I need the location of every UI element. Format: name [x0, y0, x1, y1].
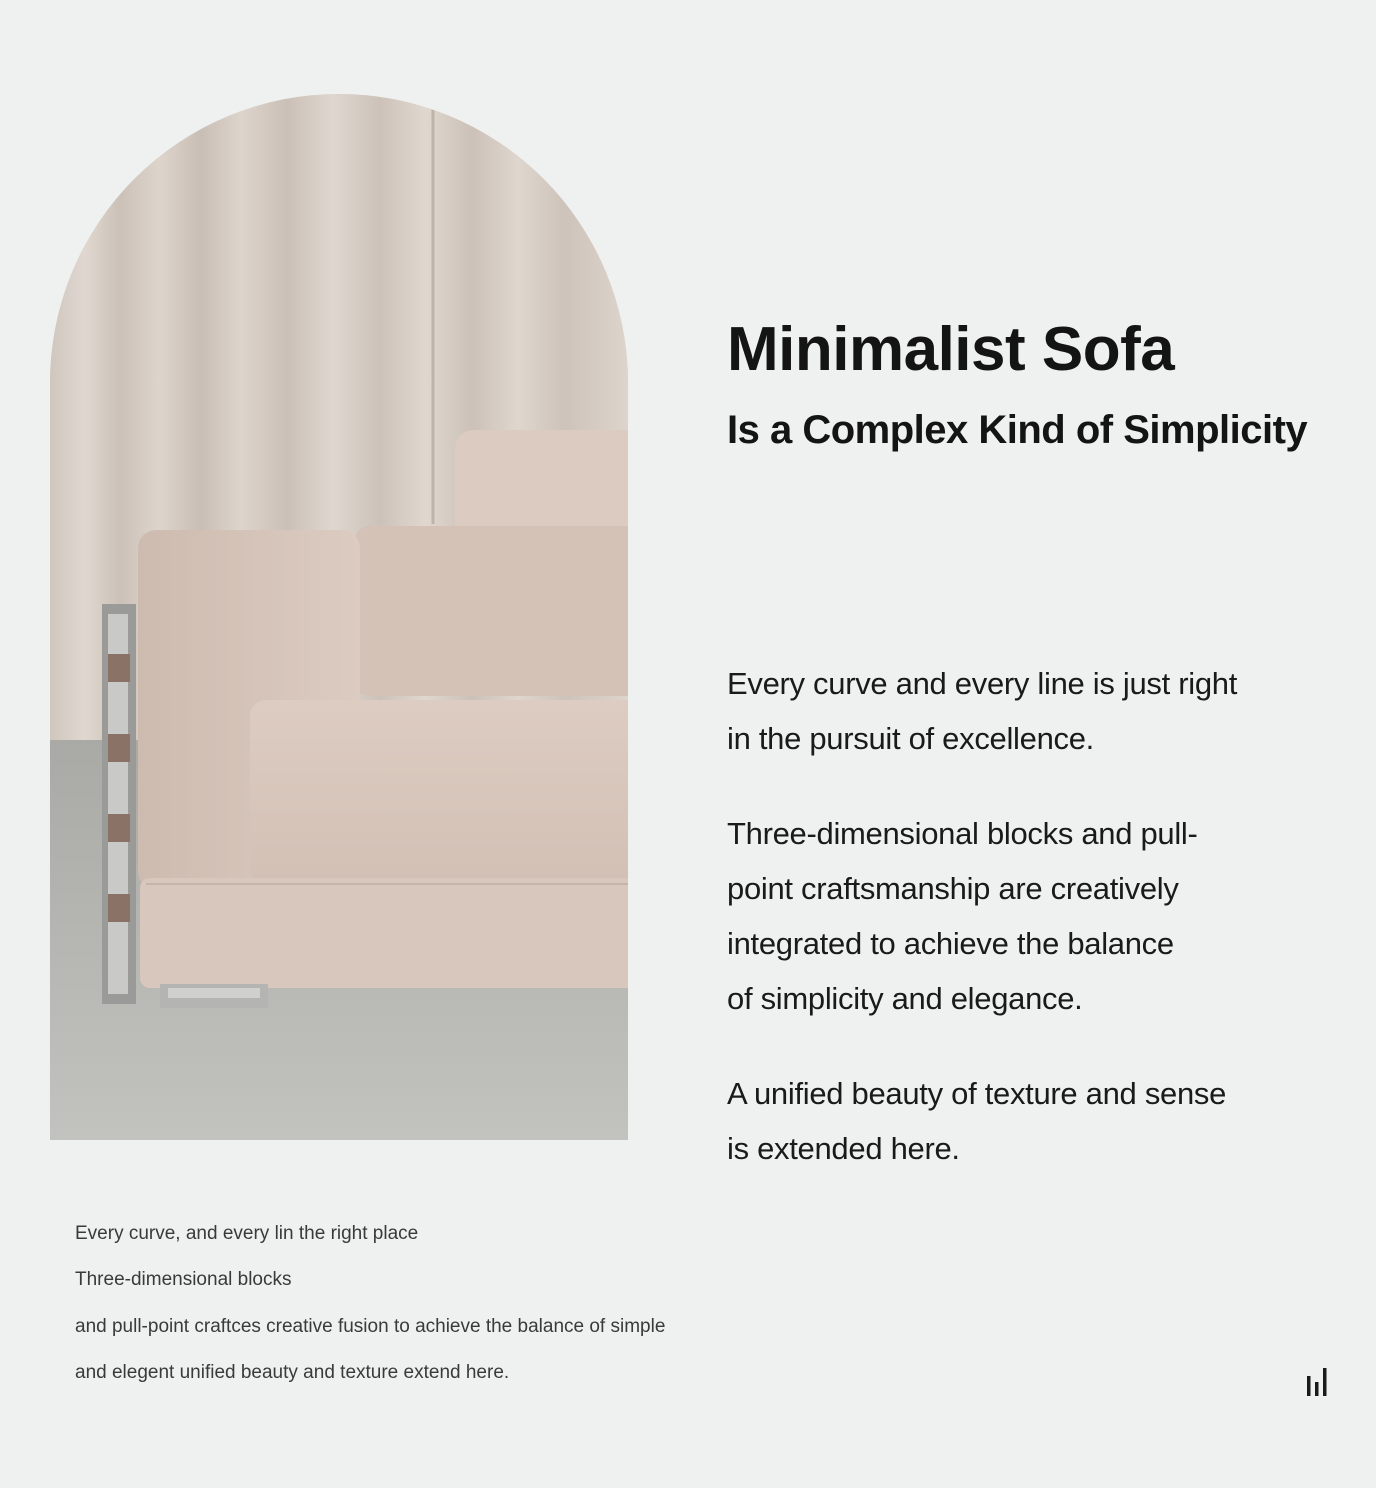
- paragraph-line: Every curve and every line is just right: [727, 666, 1238, 701]
- paragraph-line: in the pursuit of excellence.: [727, 721, 1094, 756]
- caption-line: and elegent unified beauty and texture extend here.: [75, 1362, 510, 1383]
- paragraph-line: A unified beauty of texture and sense: [727, 1076, 1227, 1111]
- sofa-illustration: [50, 94, 628, 1140]
- paragraph-line: integrated to achieve the balance: [727, 926, 1174, 961]
- bar-chart-icon: [1306, 1368, 1328, 1396]
- paragraph-line: of simplicity and elegance.: [727, 981, 1083, 1016]
- description-paragraph-3: [727, 1066, 1287, 1176]
- hero-image-arch: [50, 94, 628, 1140]
- paragraph-line: point craftsmanship are creatively: [727, 871, 1179, 906]
- page-subtitle: Is a Complex Kind of Simplicity: [727, 408, 1308, 452]
- paragraph-line: is extended here.: [727, 1131, 960, 1166]
- paragraph-line: Three-dimensional blocks and pull-: [727, 816, 1198, 851]
- page-title: Minimalist Sofa: [727, 315, 1175, 384]
- caption-line: Three-dimensional blocks: [75, 1269, 292, 1290]
- description-paragraph-1: [727, 656, 1287, 766]
- caption-line: and pull-point craftces creative fusion to achieve the balance of simple: [75, 1316, 666, 1337]
- caption-line: Every curve, and every lin the right place: [75, 1223, 419, 1244]
- description-paragraph-2: [727, 806, 1287, 1026]
